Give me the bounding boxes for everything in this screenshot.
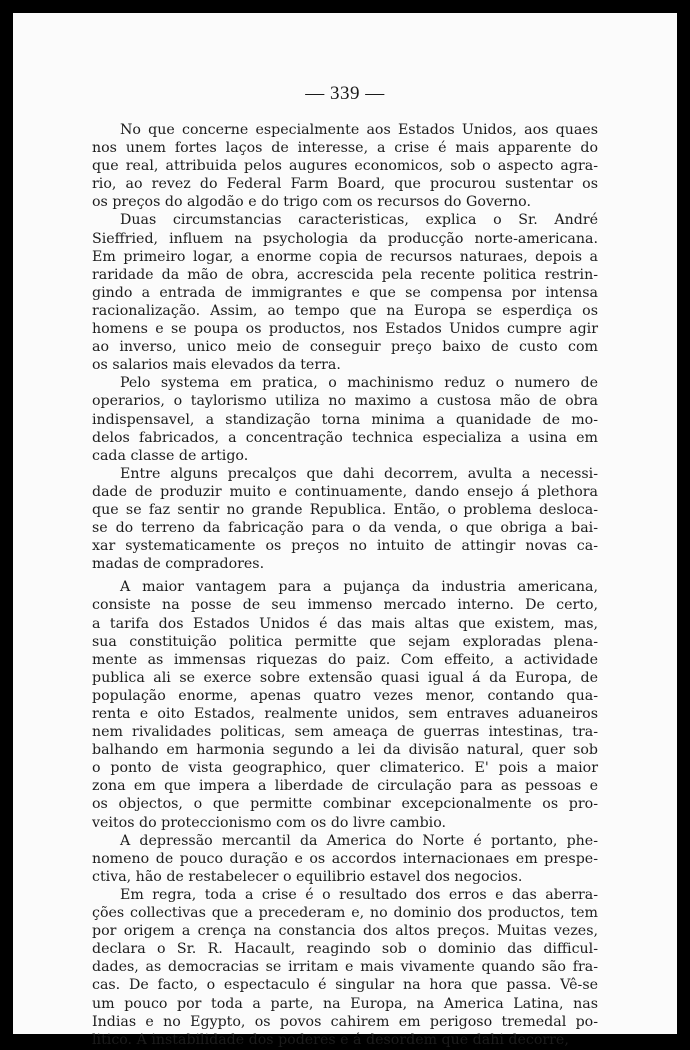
text-line: ções collectivas que a precederam e, no dominio dos productos, tem (92, 905, 598, 922)
text-line: os objectos, o que permitte combinar excepcionalmente os pro- (92, 796, 598, 813)
text-line: Pelo systema em pratica, o machinismo reduz o numero de (120, 375, 598, 392)
text-line: nos unem fortes laços de interesse, a crise é mais apparente do (92, 140, 598, 157)
paragraph (92, 578, 598, 831)
text-line: Em regra, toda a crise é o resultado dos erros e das aberra- (120, 886, 598, 903)
text-line: renta e oito Estados, realmente unidos, sem entraves aduaneiros (92, 706, 598, 722)
text-line: operarios, o taylorismo utiliza no maximo a custosa mão de obra (92, 393, 598, 410)
text-line: nomeno de pouco duração e os accordos internacionaes em prespe- (92, 850, 598, 867)
text-line: litico. A instabilidade dos poderes e á desordem que dahi decorre, (92, 1031, 569, 1048)
page-number: — 339 — (305, 83, 385, 104)
text-line: cas. De facto, o espectaculo é singular na hora que passa. Vê-se (92, 977, 598, 994)
text-line: A maior vantagem para a pujança da industria americana, (120, 579, 598, 596)
text-line: homens e se poupa os productos, nos Estados Unidos cumpre agir (92, 321, 598, 338)
text-line: delos fabricados, a concentração technica especializa a usina em (92, 429, 598, 446)
text-line: Entre alguns precalços que dahi decorrem, avulta a necessi- (120, 465, 598, 482)
text-line: Indias e no Egypto, os povos cahirem em perigoso tremedal po- (92, 1013, 598, 1030)
text-line: Sieffried, influem na psychologia da producção norte-americana. (92, 230, 598, 247)
text-line: indispensavel, a standização torna minima a quanidade de mo- (92, 411, 598, 428)
text-line: população enorme, apenas quatro vezes menor, contando qua- (92, 687, 598, 704)
text-line: os salarios mais elevados da terra. (92, 357, 341, 374)
text-line: dades, as democracias se irritam e mais vivamente quando são fra- (92, 959, 598, 976)
text-line: veitos do proteccionismo com os do livre cambio. (92, 814, 447, 831)
paragraph (92, 465, 598, 574)
text-line: ao inverso, unico meio de conseguir preço baixo de custo com (92, 339, 598, 356)
text-line: que real, attribuida pelos augures economicos, sob o aspecto agra- (92, 158, 598, 175)
text-line: A depressão mercantil da America do Norte é portanto, phe- (120, 832, 598, 849)
book-page (13, 13, 677, 1048)
paragraph (92, 121, 598, 211)
paragraph (92, 374, 598, 464)
text-line: xar systematicamente os preços no intuito de attingir novas ca- (92, 538, 598, 555)
text-line: ctiva, hão de restabelecer o equilibrio estavel dos negocios. (92, 868, 523, 885)
text-line: se do terreno da fabricação para o da venda, o que obriga a bai- (92, 520, 598, 537)
text-line: por origem a crença na constancia dos altos preços. Muitas vezes, (92, 923, 598, 940)
text-line: a tarifa dos Estados Unidos é das mais altas que existem, mas, (92, 615, 598, 632)
text-line: consiste na posse de seu immenso mercado interno. De certo, (92, 597, 598, 614)
text-line: dade de produzir muito e continuamente, dando ensejo á plethora (92, 483, 598, 500)
text-line: Em primeiro logar, a enorme copia de recursos naturaes, depois a (92, 248, 598, 265)
text-line: publica ali se exerce sobre extensão quasi igual á da Europa, de (92, 669, 598, 686)
text-line: gindo a entrada de immigrantes e que se compensa por intensa (92, 284, 598, 301)
text-line: balhando em harmonia segundo a lei da divisão natural, quer sob (92, 742, 598, 759)
text-line: os preços do algodão e do trigo com os recursos do Governo. (92, 194, 531, 211)
text-line: madas de compradores. (92, 556, 265, 573)
text-line: nem rivalidades politicas, sem ameaça de guerras intestinas, tra- (92, 724, 598, 741)
text-line: declara o Sr. R. Hacault, reagindo sob o dominio das difficul- (92, 941, 598, 958)
text-line: zona em que impera a liberdade de circulação para as pessoas e (92, 778, 598, 795)
text-line: raridade da mão de obra, accrescida pela recente politica restrin- (92, 266, 598, 283)
text-line: racionalização. Assim, ao tempo que na Europa se esperdiça os (92, 302, 598, 319)
text-line: mente as immensas riquezas do paiz. Com effeito, a actividade (92, 651, 598, 668)
paragraph (92, 211, 598, 374)
text-line: sua constituição politica permitte que sejam exploradas plena- (92, 633, 598, 650)
text-line: o ponto de vista geographico, quer climaterico. E' pois a maior (92, 760, 598, 777)
paragraph (92, 886, 598, 1049)
text-line: Duas circumstancias caracteristicas, explica o Sr. André (120, 212, 598, 229)
text-line: um pouco por toda a parte, na Europa, na America Latina, nas (92, 995, 598, 1012)
text-line: cada classe de artigo. (92, 447, 249, 464)
paragraph (92, 832, 598, 886)
text-line: que se faz sentir no grande Republica. Então, o problema desloca- (92, 501, 598, 518)
text-line: No que concerne especialmente aos Estados Unidos, aos quaes (120, 122, 598, 138)
text-line: rio, ao revez do Federal Farm Board, que procurou sustentar os (92, 176, 598, 193)
body-text (92, 121, 598, 1049)
